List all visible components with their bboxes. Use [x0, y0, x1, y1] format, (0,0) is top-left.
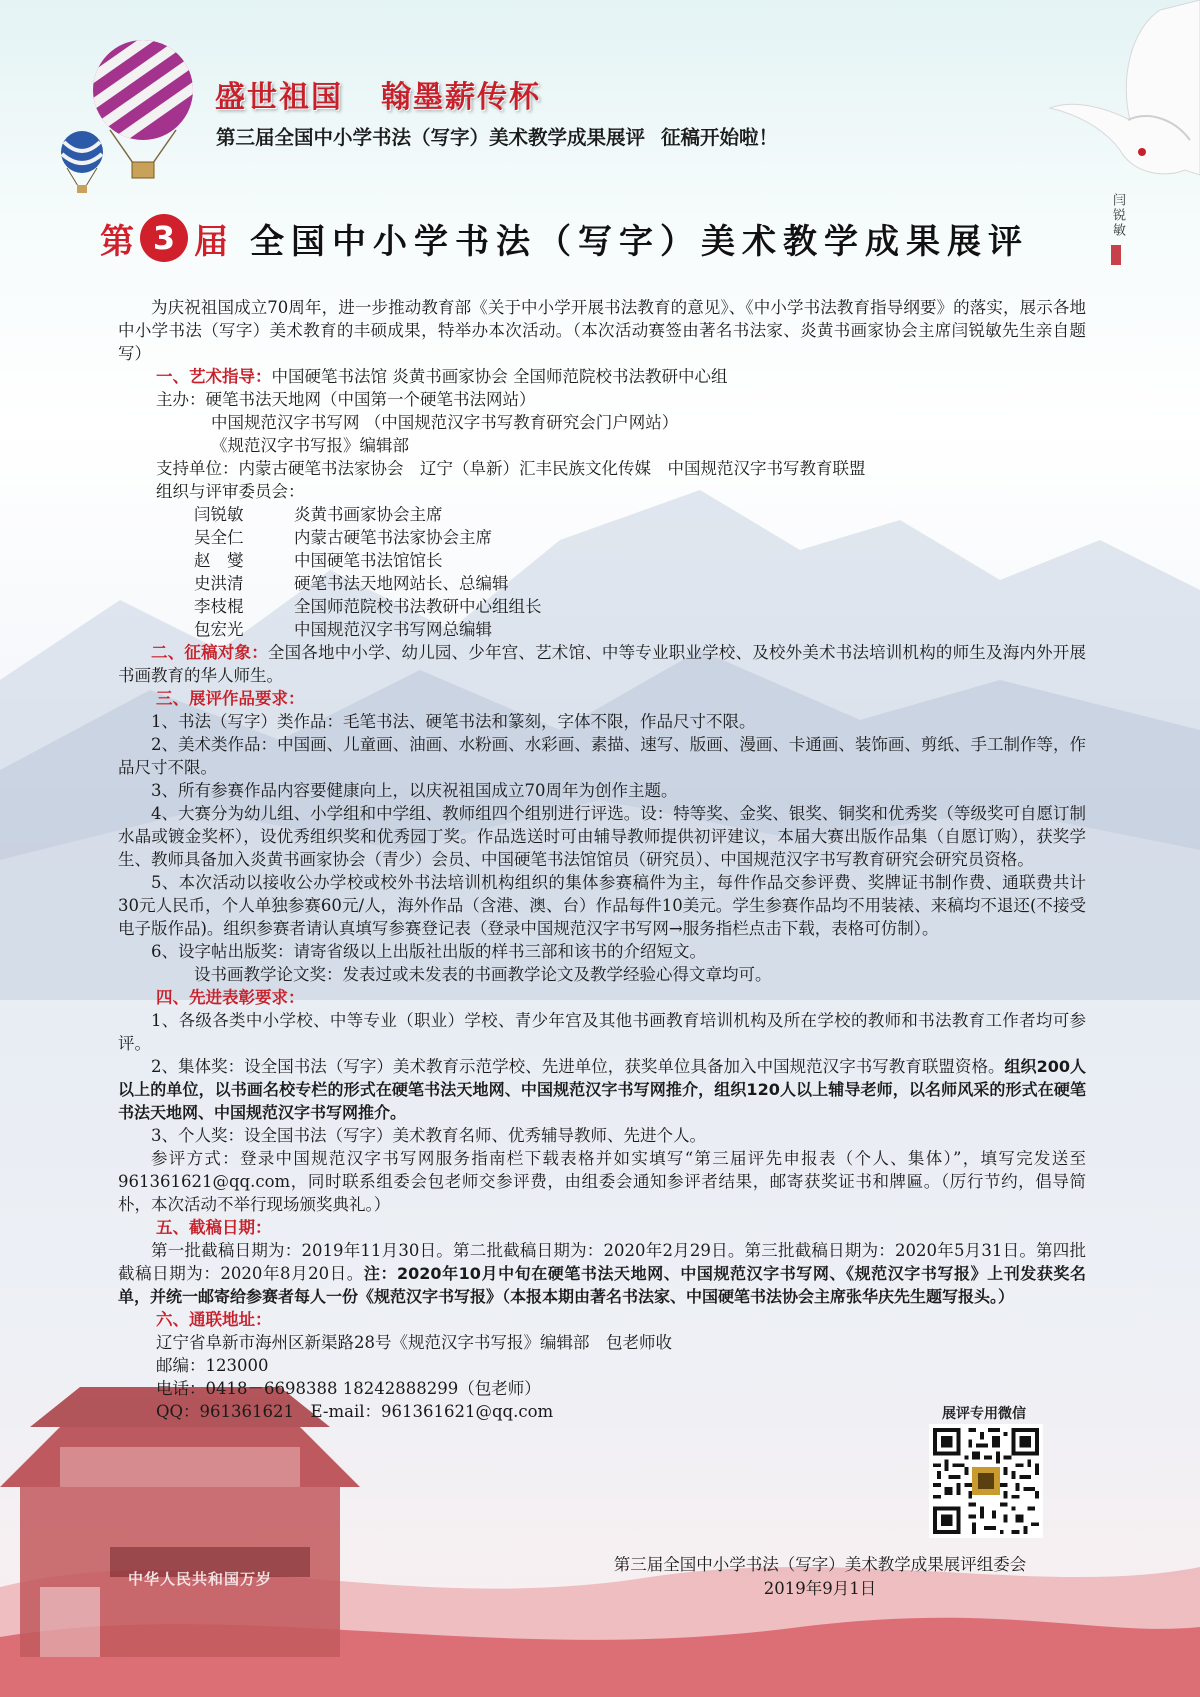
qr-label: 展评专用微信 [942, 1406, 1026, 1422]
award-item-2-text: 2、集体奖：设全国书法（写字）美术教育示范学校、先进单位，获奖单位具备加入中国规范汉字书写教育联盟资格。 [151, 1057, 1005, 1076]
member-role: 炎黄书画家协会主席 [294, 505, 443, 524]
section-head-2: 二、征稿对象： [151, 643, 268, 662]
member-name: 李枝棍 [194, 597, 244, 616]
committee-list [118, 503, 1086, 641]
host-label: 主办： [156, 390, 206, 409]
member-name: 赵 燮 [194, 551, 244, 570]
section-head-1: 一、艺术指导： [156, 367, 272, 386]
award-item-2 [118, 1055, 1086, 1124]
requirement-item: 5、本次活动以接收公办学校或校外书法培训机构组织的集体参赛稿件为主，每件作品交参评费、奖牌证书制作费、通联费共计30元人民币，个人单独参赛60元/人，海外作品（含港、澳、台）作品每件10美元。学生参赛作品均不用装裱、来稿均不退还(不接受电子版作品)。组织参赛者请认真填写参赛登记表（登录中国规范汉字书写网→服务指栏点击下载，表格可仿制）。 [118, 873, 1086, 938]
title-suffix: 届 [194, 221, 228, 262]
section-head-6: 六、通联地址： [156, 1310, 272, 1329]
contact-address: 辽宁省阜新市海州区新渠路28号《规范汉字书写报》编辑部 包老师收 [156, 1333, 672, 1352]
member-name: 闫锐敏 [194, 505, 244, 524]
member-role: 全国师范院校书法教研中心组组长 [294, 597, 542, 616]
gate-sign: 中华人民共和国万岁 [128, 1570, 273, 1588]
page-title [100, 212, 1029, 264]
calligraphy-signature: 闫锐敏 [1110, 193, 1125, 238]
committee-member [194, 572, 1086, 595]
subtitle-text: 第三届全国中小学书法（写字）美术教学成果展评 [216, 126, 646, 149]
member-name: 史洪清 [194, 574, 244, 593]
section-head-3: 三、展评作品要求： [156, 689, 305, 708]
support-label: 支持单位： [156, 459, 239, 478]
requirement-item: 2、美术类作品：中国画、儿童画、油画、水粉画、水彩画、素描、速写、版画、漫画、卡通画、装饰画、剪纸、手工制作等，作品尺寸不限。 [118, 735, 1086, 777]
title-number-badge: 3 [140, 214, 188, 262]
section-guidance [118, 365, 1086, 388]
award-method: 参评方式：登录中国规范汉字书写网服务指南栏下载表格并如实填写“第三届评先申报表（个人、集体）”，填写完发送至961361621@qq.com，同时联系组委会包老师交参评费，由组委会通知参评者结果，邮寄获奖证书和牌匾。（厉行节约，倡导简朴，本次活动不举行现场颁奖典礼。） [118, 1149, 1086, 1214]
section-head-4: 四、先进表彰要求： [156, 988, 305, 1007]
header-subtitle [216, 122, 778, 150]
footer-date: 2019年9月1日 [763, 1579, 877, 1598]
award-item-1: 1、各级各类中小学校、中等专业（职业）学校、青少年宫及其他书画教育培训机构及所在学校的教师和书法教育工作者均可参评。 [118, 1011, 1086, 1053]
committee-label: 组织与评审委员会： [156, 482, 305, 501]
submission-text: 全国各地中小学、幼儿园、少年宫、艺术馆、中等专业职业学校、及校外美术书法培训机构的师生及海内外开展书画教育的华人师生。 [118, 643, 1087, 685]
section-submission [118, 641, 1086, 687]
requirement-item: 4、大赛分为幼儿组、小学组和中学组、教师组四个组别进行评选。设：特等奖、金奖、银奖、铜奖和优秀奖（等级奖可自愿订制水晶或镀金奖杯），设优秀组织奖和优秀园丁奖。作品选送时可由辅导教师提供初评建议，本届大赛出版作品集（自愿订购），获奖学生、教师具备加入炎黄书画家协会（青少）会员、中国硬笔书法馆馆员（研究员）、中国规范汉字书写教育研究会研究员资格。 [118, 804, 1086, 869]
deadline-dates: 第一批截稿日期为：2019年11月30日。第二批截稿日期为：2020年2月29日。第三批截稿日期为：2020年5月31日。第四批截稿日期为：2020年8月20日。 [118, 1241, 1086, 1283]
host-2: 中国规范汉字书写网 （中国规范汉字书写教育研究会门户网站） [211, 413, 679, 432]
award-item-2-bold: 组织200人以上的单位，以书画名校专栏的形式在硬笔书法天地网、中国规范汉字书写网推介，组织120人以上辅导老师，以名师风采的形式在硬笔书法天地网、中国规范汉字书写网推介。 [118, 1057, 1087, 1122]
deadline-note: 注：2020年10月中旬在硬笔书法天地网、中国规范汉字书写网、《规范汉字书写报》上刊发获奖名单，并统一邮寄给参赛者每人一份《规范汉字书写报》（本报本期由著名书法家、中国硬笔书法协会主席张华庆先生题写报头。） [118, 1264, 1086, 1306]
deadline-text [118, 1239, 1086, 1308]
host-line [118, 388, 1086, 411]
requirement-item: 3、所有参赛作品内容要健康向上，以庆祝祖国成立70周年为创作主题。 [151, 781, 678, 800]
host-3: 《规范汉字书写报》编辑部 [211, 436, 409, 455]
guidance-text: 中国硬笔书法馆 炎黄书画家协会 全国师范院校书法教研中心组 [271, 367, 728, 386]
contact-postcode: 邮编：123000 [156, 1356, 269, 1375]
footer [565, 1553, 1075, 1601]
committee-member [194, 526, 1086, 549]
announcement-body [118, 296, 1086, 1423]
slogan-left: 盛世祖国 [215, 80, 343, 115]
header-slogan [215, 72, 541, 116]
award-item-3: 3、个人奖：设全国书法（写字）美术教育名师、优秀辅导教师、先进个人。 [151, 1126, 706, 1145]
red-seal-stamp [1111, 245, 1121, 265]
contact-phone: 电话：0418－6698388 18242888299（包老师） [156, 1379, 541, 1398]
member-role: 中国硬笔书法馆馆长 [294, 551, 443, 570]
member-role: 中国规范汉字书写网总编辑 [294, 620, 492, 639]
committee-member [194, 549, 1086, 572]
intro-paragraph: 为庆祝祖国成立70周年，进一步推动教育部《关于中小学开展书法教育的意见》、《中小学书法教育指导纲要》的落实，展示各地中小学书法（写字）美术教育的丰硕成果，特举办本次活动。（本次活动赛签由著名书法家、炎黄书画家协会主席闫锐敏先生亲自题写） [118, 298, 1086, 363]
committee-member [194, 618, 1086, 641]
member-role: 内蒙古硬笔书法家协会主席 [294, 528, 492, 547]
wechat-qr-code[interactable] [929, 1424, 1043, 1538]
requirement-item: 1、书法（写字）类作品：毛笔书法、硬笔书法和篆刻，字体不限，作品尺寸不限。 [151, 712, 756, 731]
committee-member [194, 595, 1086, 618]
footer-org: 第三届全国中小学书法（写字）美术教学成果展评组委会 [613, 1555, 1027, 1574]
section-head-5: 五、截稿日期： [156, 1218, 272, 1237]
title-main: 全国中小学书法（写字）美术教学成果展评 [250, 221, 1029, 262]
support-line [118, 457, 1086, 480]
member-name: 吴全仁 [194, 528, 244, 547]
subtitle-call: 征稿开始啦！ [661, 126, 779, 149]
title-prefix: 第 [100, 221, 134, 262]
committee-member [194, 503, 1086, 526]
slogan-right: 翰墨薪传杯 [381, 80, 541, 115]
dove-icon [1010, 0, 1200, 230]
requirement-item-paper: 设书画教学论文奖：发表过或未发表的书画教学论文及教学经验心得文章均可。 [194, 965, 772, 984]
contact-qq-email: QQ：961361621 E-mail：961361621@qq.com [156, 1402, 554, 1421]
support-text: 内蒙古硬笔书法家协会 辽宁（阜新）汇丰民族文化传媒 中国规范汉字书写教育联盟 [238, 459, 866, 478]
member-name: 包宏光 [194, 620, 244, 639]
hot-air-balloon-small-icon [58, 130, 106, 196]
member-role: 硬笔书法天地网站长、总编辑 [294, 574, 509, 593]
host-1: 硬笔书法天地网（中国第一个硬笔书法网站） [205, 390, 536, 409]
requirement-item: 6、设字帖出版奖：请寄省级以上出版社出版的样书三部和该书的介绍短文。 [151, 942, 706, 961]
